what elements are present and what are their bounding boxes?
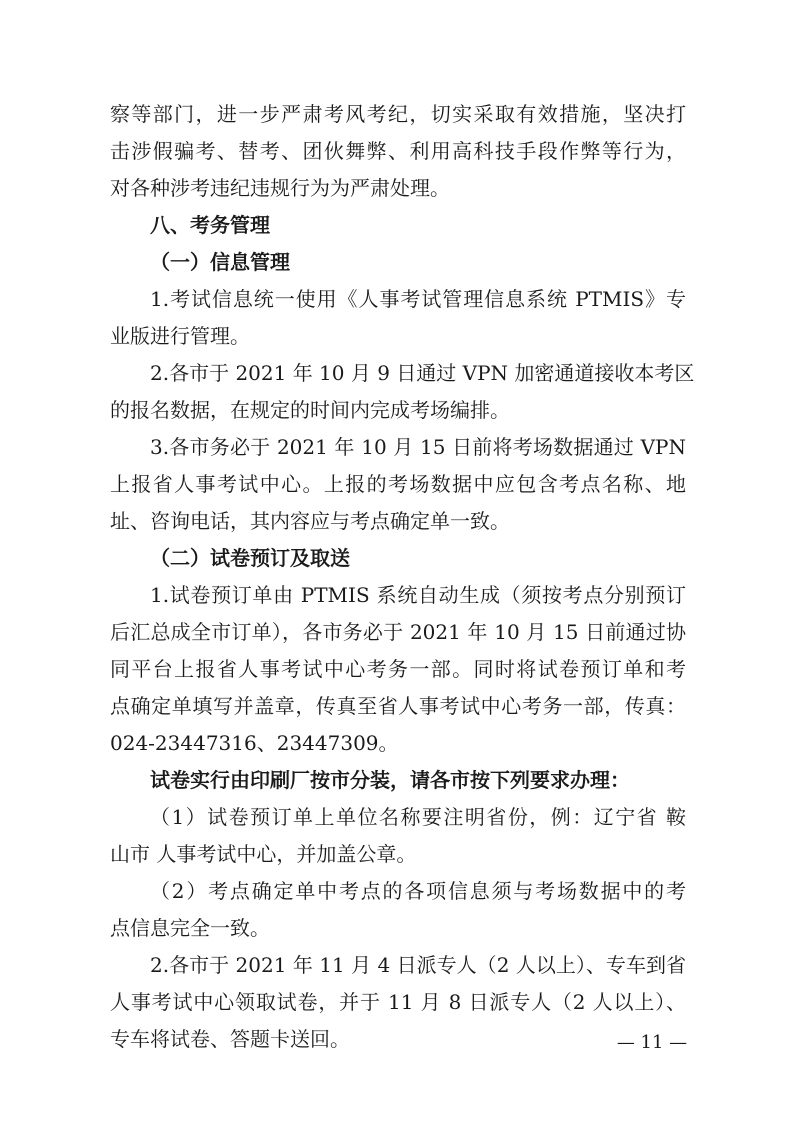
- body-line: 业版进行管理。: [110, 324, 250, 348]
- list-item-line: 山市 人事考试中心，并加盖公章。: [110, 842, 417, 866]
- body-line: 址、咨询电话，其内容应与考点确定单一致。: [110, 509, 510, 533]
- section-heading: 八、考务管理: [150, 213, 270, 237]
- body-line: 1.试卷预订单由 PTMIS 系统自动生成（须按考点分别预订: [150, 583, 686, 607]
- list-item-line: （2）考点确定单中考点的各项信息须与考场数据中的考: [150, 879, 686, 903]
- body-line: 2.各市于 2021 年 11 月 4 日派专人（2 人以上）、专车到省: [150, 953, 686, 977]
- body-line: 024-23447316、23447309。: [110, 731, 399, 755]
- body-line: 同平台上报省人事考试中心考务一部。同时将试卷预订单和考: [110, 657, 686, 681]
- body-line: 点确定单填写并盖章，传真至省人事考试中心考务一部，传真：: [110, 694, 686, 718]
- body-line: 的报名数据，在规定的时间内完成考场编排。: [110, 398, 510, 422]
- body-line: 上报省人事考试中心。上报的考场数据中应包含考点名称、地: [110, 472, 686, 496]
- body-line: 3.各市务必于 2021 年 10 月 15 日前将考场数据通过 VPN: [150, 435, 686, 459]
- body-line: 人事考试中心领取试卷，并于 11 月 8 日派专人（2 人以上）、: [110, 990, 686, 1014]
- body-line: 1.考试信息统一使用《人事考试管理信息系统 PTMIS》专: [150, 287, 686, 311]
- body-line: 专车将试卷、答题卡送回。: [110, 1027, 350, 1051]
- list-item-line: 点信息完全一致。: [110, 916, 270, 940]
- body-line: 2.各市于 2021 年 10 月 9 日通过 VPN 加密通道接收本考区: [150, 361, 695, 385]
- bold-instruction-line: 试卷实行由印刷厂按市分装，请各市按下列要求办理：: [150, 768, 630, 792]
- list-item-line: （1）试卷预订单上单位名称要注明省份，例：辽宁省 鞍: [150, 805, 686, 829]
- body-line: 击涉假骗考、替考、团伙舞弊、利用高科技手段作弊等行为，: [110, 139, 686, 163]
- document-body: [110, 96, 695, 1058]
- body-line: 察等部门，进一步严肃考风考纪，切实采取有效措施，坚决打: [110, 102, 686, 126]
- page-number: — 11 —: [616, 1032, 688, 1053]
- subsection-heading: （二）试卷预订及取送: [150, 546, 350, 570]
- subsection-heading: （一）信息管理: [150, 250, 290, 274]
- body-line: 后汇总成全市订单），各市务必于 2021 年 10 月 15 日前通过协: [110, 620, 686, 644]
- body-line: 对各种涉考违纪违规行为为严肃处理。: [110, 176, 450, 200]
